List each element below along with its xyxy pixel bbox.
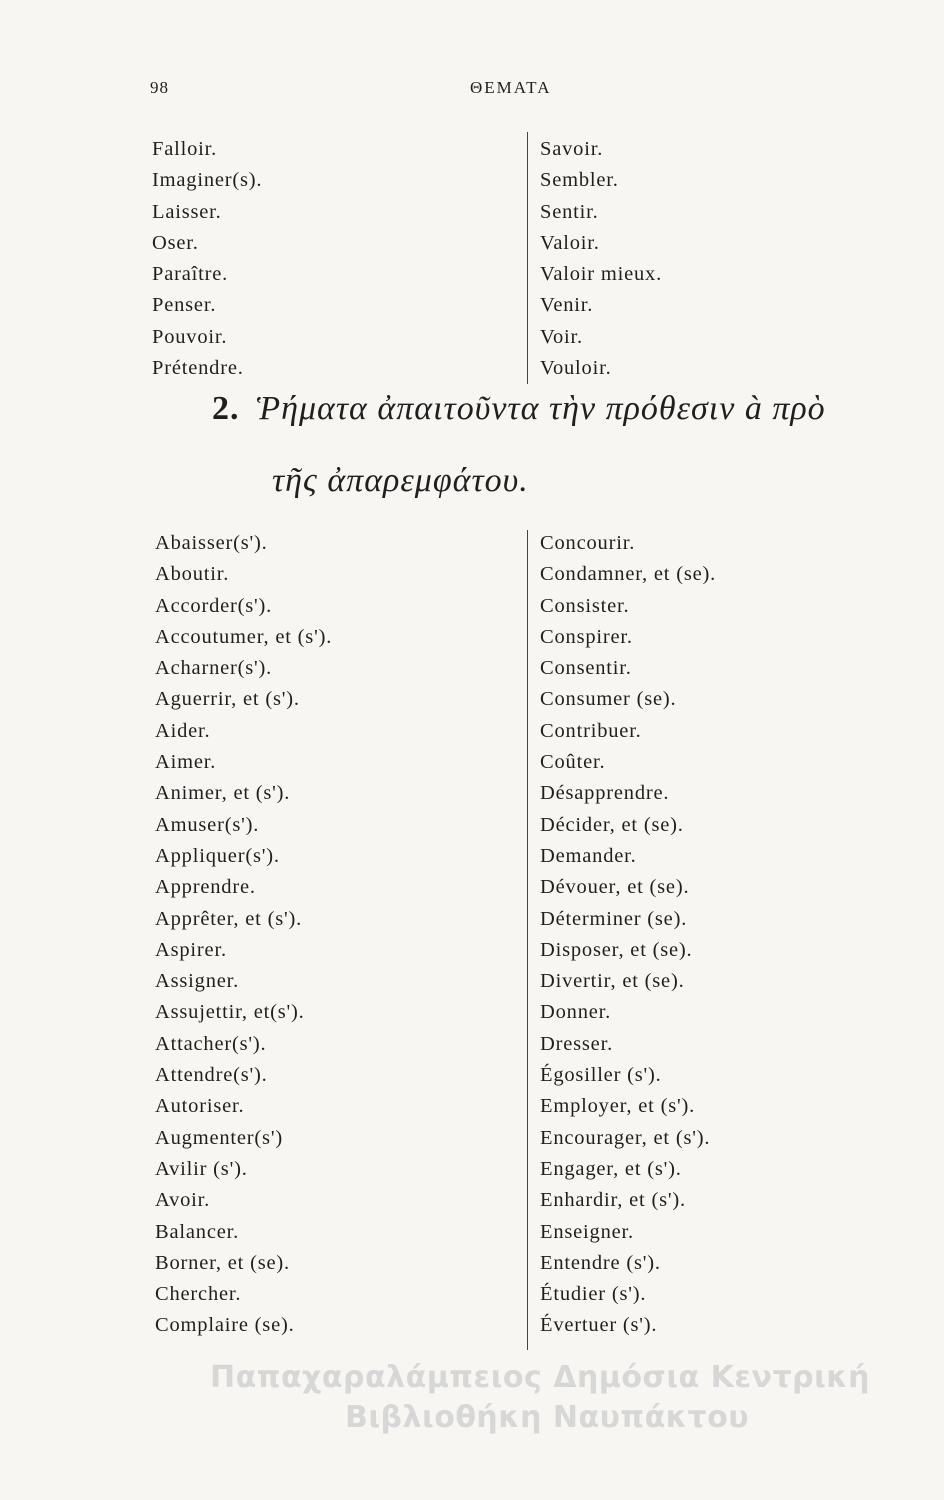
list-item: Aboutir.: [155, 563, 230, 586]
list-item: Savoir.: [540, 138, 604, 160]
list-item: Assigner.: [155, 970, 240, 993]
list-item: Aimer.: [155, 751, 217, 774]
section-heading-line-2: τῆς ἀπαρεμφάτου.: [272, 462, 529, 499]
list-item: Aider.: [155, 719, 211, 742]
list-item: Amuser(s').: [155, 813, 260, 836]
running-title: ΘΕΜΑΤΑ: [470, 78, 552, 97]
page-number: 98: [150, 78, 169, 97]
list-item: Penser.: [152, 294, 217, 317]
list-item: Consentir.: [540, 657, 632, 680]
column-divider: [527, 530, 528, 1350]
list-item: Autoriser.: [155, 1095, 245, 1118]
verb-list-2-left: [155, 528, 332, 1342]
list-item: Contribuer.: [540, 719, 642, 742]
list-item: Enseigner.: [540, 1220, 634, 1243]
list-item: Coûter.: [540, 751, 606, 774]
verb-list-1-left: [152, 134, 262, 384]
list-item: Attacher(s').: [155, 1032, 267, 1055]
list-item: Valoir mieux.: [540, 263, 662, 286]
list-item: Décider, et (se).: [540, 813, 684, 836]
list-item: Disposer, et (se).: [540, 938, 693, 961]
list-item: Voir.: [540, 325, 583, 348]
list-item: Vouloir.: [540, 357, 612, 380]
list-item: Prétendre.: [152, 357, 244, 380]
library-watermark-line-2: Βιβλιοθήκη Ναυπάκτου: [345, 1400, 750, 1435]
list-item: Entendre (s').: [540, 1251, 661, 1274]
list-item: Demander.: [540, 844, 637, 867]
page-header: [150, 78, 890, 104]
list-item: Concourir.: [540, 532, 636, 554]
list-item: Complaire (se).: [155, 1314, 295, 1337]
list-item: Consumer (se).: [540, 688, 677, 711]
list-item: Pouvoir.: [152, 325, 228, 348]
list-item: Employer, et (s').: [540, 1095, 696, 1118]
list-item: Conspirer.: [540, 625, 633, 648]
list-item: Appliquer(s').: [155, 844, 280, 867]
column-divider: [527, 132, 528, 384]
list-item: Divertir, et (se).: [540, 970, 685, 993]
list-item: Augmenter(s'): [155, 1126, 283, 1149]
list-item: Évertuer (s').: [540, 1314, 658, 1337]
list-item: Chercher.: [155, 1283, 242, 1306]
section-number: 2.: [212, 390, 240, 427]
list-item: Condamner, et (se).: [540, 563, 717, 586]
list-item: Aguerrir, et (s').: [155, 688, 300, 711]
list-item: Laisser.: [152, 200, 222, 223]
list-item: Animer, et (s').: [155, 782, 291, 805]
list-item: Engager, et (s').: [540, 1157, 682, 1180]
list-item: Venir.: [540, 294, 594, 317]
list-item: Assujettir, et(s').: [155, 1001, 305, 1024]
list-item: Accorder(s').: [155, 594, 273, 617]
list-item: Accoutumer, et (s').: [155, 625, 333, 648]
list-item: Paraître.: [152, 263, 229, 286]
list-item: Enhardir, et (s').: [540, 1189, 686, 1212]
verb-list-1-right: [540, 134, 662, 384]
list-item: Dresser.: [540, 1032, 614, 1055]
list-item: Oser.: [152, 231, 199, 254]
list-item: Aspirer.: [155, 938, 227, 961]
list-item: Encourager, et (s').: [540, 1126, 711, 1149]
list-item: Sembler.: [540, 169, 619, 192]
list-item: Consister.: [540, 594, 630, 617]
list-item: Avilir (s').: [155, 1157, 248, 1180]
list-item: Apprêter, et (s').: [155, 907, 303, 930]
list-item: Égosiller (s').: [540, 1064, 662, 1087]
list-item: Balancer.: [155, 1220, 240, 1243]
list-item: Acharner(s').: [155, 657, 273, 680]
library-watermark-line-1: Παπαχαραλάμπειος Δημόσια Κεντρική: [210, 1360, 870, 1395]
list-item: Borner, et (se).: [155, 1251, 290, 1274]
list-item: Falloir.: [152, 138, 218, 160]
list-item: Désapprendre.: [540, 782, 670, 805]
list-item: Sentir.: [540, 200, 599, 223]
list-item: Abaisser(s').: [155, 532, 268, 554]
list-item: Déterminer (se).: [540, 907, 688, 930]
list-item: Apprendre.: [155, 876, 256, 899]
list-item: Valoir.: [540, 231, 600, 254]
section-heading-line-1: Ῥήματα ἀπαιτοῦντα τὴν πρόθεσιν à πρὸ: [256, 390, 826, 427]
verb-list-2-right: [540, 528, 716, 1342]
list-item: Attendre(s').: [155, 1064, 268, 1087]
list-item: Dévouer, et (se).: [540, 876, 690, 899]
list-item: Donner.: [540, 1001, 612, 1024]
list-item: Étudier (s').: [540, 1283, 647, 1306]
list-item: Avoir.: [155, 1189, 211, 1212]
list-item: Imaginer(s).: [152, 169, 263, 192]
